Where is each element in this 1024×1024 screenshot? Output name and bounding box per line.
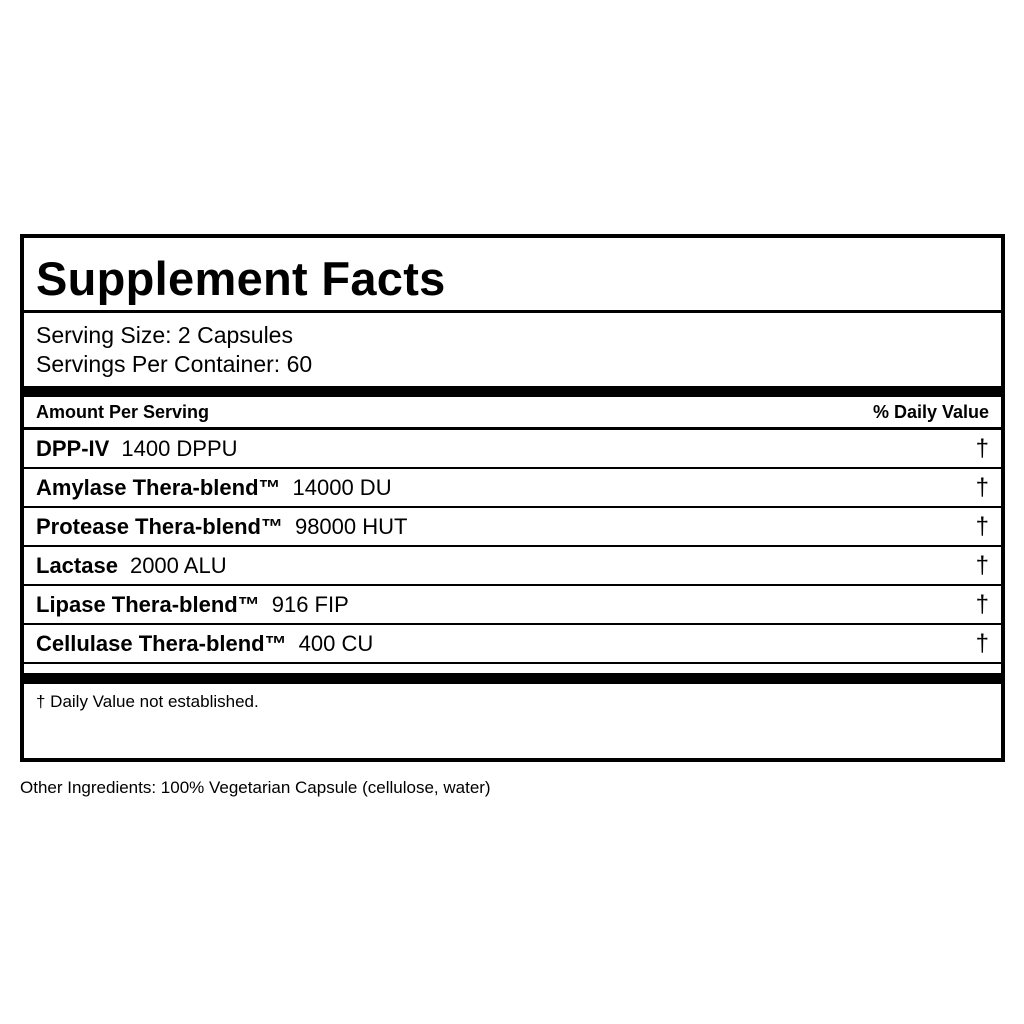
thick-divider-top xyxy=(24,386,1001,397)
daily-value-mark: † xyxy=(975,590,989,618)
daily-value-mark: † xyxy=(975,551,989,579)
ingredient-amount: 2000 ALU xyxy=(129,552,227,578)
supplement-facts-panel xyxy=(20,234,1005,762)
daily-value-mark: † xyxy=(975,512,989,540)
ingredient-name: Amylase Thera-blend™ xyxy=(36,474,281,500)
serving-size: Serving Size: 2 Capsules xyxy=(36,322,293,348)
ingredient-name: Lactase xyxy=(36,552,118,578)
daily-value-mark: † xyxy=(975,629,989,657)
ingredient-name: Cellulase Thera-blend™ xyxy=(36,630,287,656)
table-row xyxy=(24,547,1001,586)
table-row xyxy=(24,508,1001,547)
ingredient-amount: 98000 HUT xyxy=(294,513,408,539)
table-row xyxy=(24,625,1001,664)
amount-per-serving-label: Amount Per Serving xyxy=(36,401,210,422)
table-row xyxy=(24,430,1001,469)
other-ingredients: Other Ingredients: 100% Vegetarian Capsule (cellulose, water) xyxy=(20,778,491,797)
ingredient-amount: 14000 DU xyxy=(292,474,392,500)
table-row xyxy=(24,469,1001,508)
column-header xyxy=(24,397,1001,430)
ingredient-name: Lipase Thera-blend™ xyxy=(36,591,260,617)
daily-value-mark: † xyxy=(975,473,989,501)
ingredient-name: Protease Thera-blend™ xyxy=(36,513,283,539)
daily-value-footnote: † Daily Value not established. xyxy=(36,692,259,711)
ingredient-amount: 1400 DPPU xyxy=(121,435,238,461)
serving-info xyxy=(24,313,1001,386)
ingredient-name: DPP-IV xyxy=(36,435,110,461)
ingredient-amount: 400 CU xyxy=(298,630,374,656)
servings-per-container: Servings Per Container: 60 xyxy=(36,351,313,377)
ingredient-amount: 916 FIP xyxy=(271,591,349,617)
table-row xyxy=(24,586,1001,625)
thick-divider-bottom xyxy=(24,673,1001,684)
daily-value-label: % Daily Value xyxy=(872,401,989,422)
daily-value-mark: † xyxy=(975,434,989,462)
spacer xyxy=(24,664,1001,673)
panel-title: Supplement Facts xyxy=(24,238,1001,313)
